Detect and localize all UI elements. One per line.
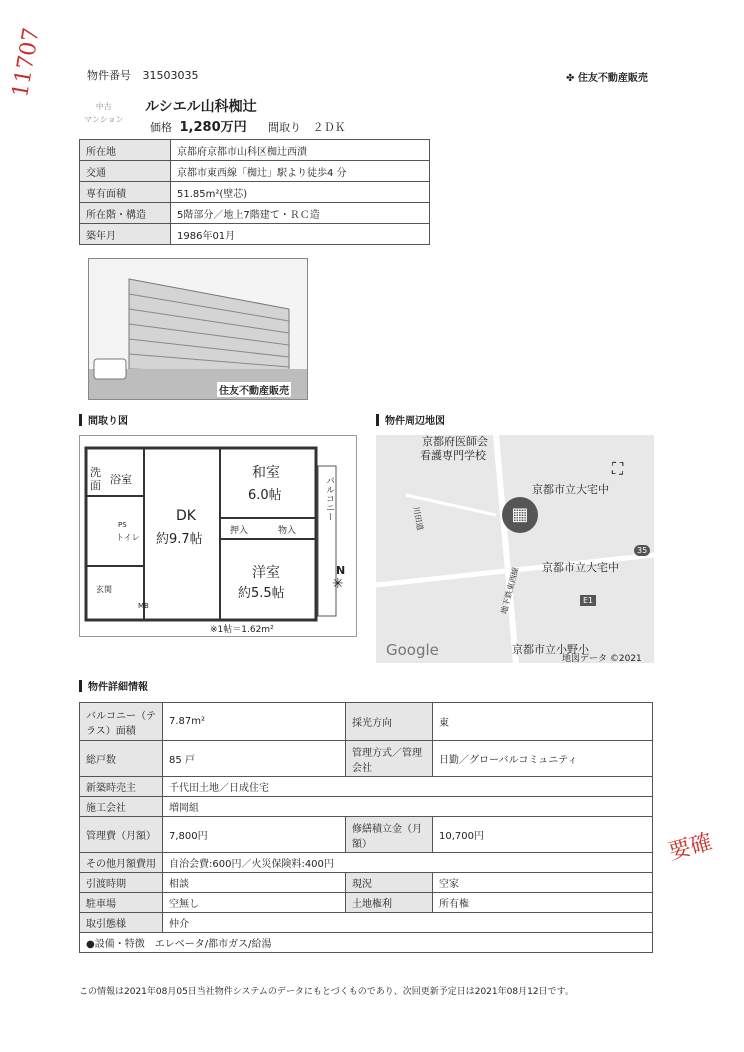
- ps-label: PS: [118, 521, 127, 529]
- toilet-label: トイレ: [116, 533, 140, 542]
- floorplan-heading: 間取り図: [79, 412, 128, 427]
- table-row: 取引態様 仲介: [80, 913, 653, 933]
- property-name: ルシエル山科椥辻: [145, 99, 257, 115]
- fullscreen-icon[interactable]: ⛶: [612, 459, 624, 478]
- property-number: 物件番号 31503035: [87, 69, 199, 82]
- property-pin-icon[interactable]: ▦: [502, 497, 538, 533]
- floorplan-note: ※1帖＝1.62m²: [210, 625, 274, 635]
- table-row: バルコニー（テラス）面積 7.87m² 採光方向 東: [80, 703, 653, 741]
- table-row: 総戸数 85 戸 管理方式／管理会社 日勤／グローバルコミュニティ: [80, 741, 653, 777]
- details-table: [79, 702, 653, 953]
- table-row: その他月額費用 自治会費:600円／火災保険料:400円: [80, 853, 653, 873]
- floorplan: [79, 435, 357, 637]
- info-row: 専有面積 51.85m²(壁芯): [80, 182, 430, 203]
- building-illustration: [89, 259, 307, 399]
- building-photo: [88, 258, 308, 400]
- company-mark-icon: ✤: [566, 73, 575, 84]
- map-heading: 物件周辺地図: [376, 412, 445, 427]
- oshiire-label: 押入: [230, 526, 249, 536]
- dk-label: DK: [176, 508, 196, 524]
- bath-label: 浴室: [110, 473, 132, 486]
- monoire-label: 物入: [278, 526, 297, 536]
- table-row: 引渡時期 相談 現況 空家: [80, 873, 653, 893]
- map-label: 看護専門学校: [420, 449, 486, 462]
- map-label: 京都府医師会: [422, 435, 488, 448]
- table-row: 駐車場 空無し 土地権利 所有権: [80, 893, 653, 913]
- map-label: 地下鉄東西線: [499, 566, 521, 615]
- details-heading: 物件詳細情報: [79, 678, 148, 693]
- mb-label: MB: [138, 602, 149, 610]
- map-label: 京都市立大宅中: [542, 561, 619, 574]
- youshitsu-size: 約5.5帖: [238, 586, 285, 601]
- route-badge: 35: [634, 545, 650, 556]
- google-logo: Google: [386, 641, 439, 659]
- youshitsu-label: 洋室: [252, 565, 280, 581]
- info-row: 所在階・構造 5階部分／地上7階建て・ＲＣ造: [80, 203, 430, 224]
- washitsu-size: 6.0帖: [248, 488, 282, 503]
- handwritten-note: 要確: [666, 829, 716, 866]
- north-label: N: [336, 564, 346, 577]
- photo-caption: 住友不動産販売: [217, 382, 291, 397]
- table-row: ●設備・特徴 エレベータ/都市ガス/給湯: [80, 933, 653, 953]
- washroom-label: 洗面: [90, 466, 101, 492]
- company-name: ✤ 住友不動産販売: [566, 73, 648, 84]
- map-credit: 地図データ ©2021: [562, 654, 642, 663]
- property-type: 中古 マンション: [84, 102, 124, 124]
- compass-icon: ✳: [332, 576, 344, 592]
- price-line: 価格 1,280万円 間取り ２ＤＫ: [150, 120, 346, 135]
- road-badge: E1: [580, 595, 596, 606]
- handwritten-number: 11707: [8, 26, 45, 100]
- table-row: 管理費（月額） 7,800円 修繕積立金（月額） 10,700円: [80, 817, 653, 853]
- info-row: 交通 京都市東西線「椥辻」駅より徒歩4 分: [80, 161, 430, 182]
- info-row: 築年月 1986年01月: [80, 224, 430, 245]
- info-row: 所在地 京都府京都市山科区椥辻西潰: [80, 140, 430, 161]
- map-label: 川田道: [411, 505, 425, 532]
- table-row: 施工会社 増岡組: [80, 797, 653, 817]
- table-row: 新築時売主 千代田土地／日成住宅: [80, 777, 653, 797]
- entrance-label: 玄関: [96, 585, 112, 594]
- washitsu-label: 和室: [252, 465, 280, 481]
- map-label: 京都市立大宅中: [532, 483, 609, 496]
- footer-note: この情報は2021年08月05日当社物件システムのデータにもとづくものであり、次回更新予定日は2021年08月12日です。: [79, 987, 574, 997]
- map-label: 京都市立小野小: [512, 643, 589, 656]
- map[interactable]: [376, 435, 654, 663]
- balcony-label: バルコニー: [324, 476, 334, 521]
- dk-size: 約9.7帖: [156, 532, 203, 547]
- info-table: [79, 139, 430, 245]
